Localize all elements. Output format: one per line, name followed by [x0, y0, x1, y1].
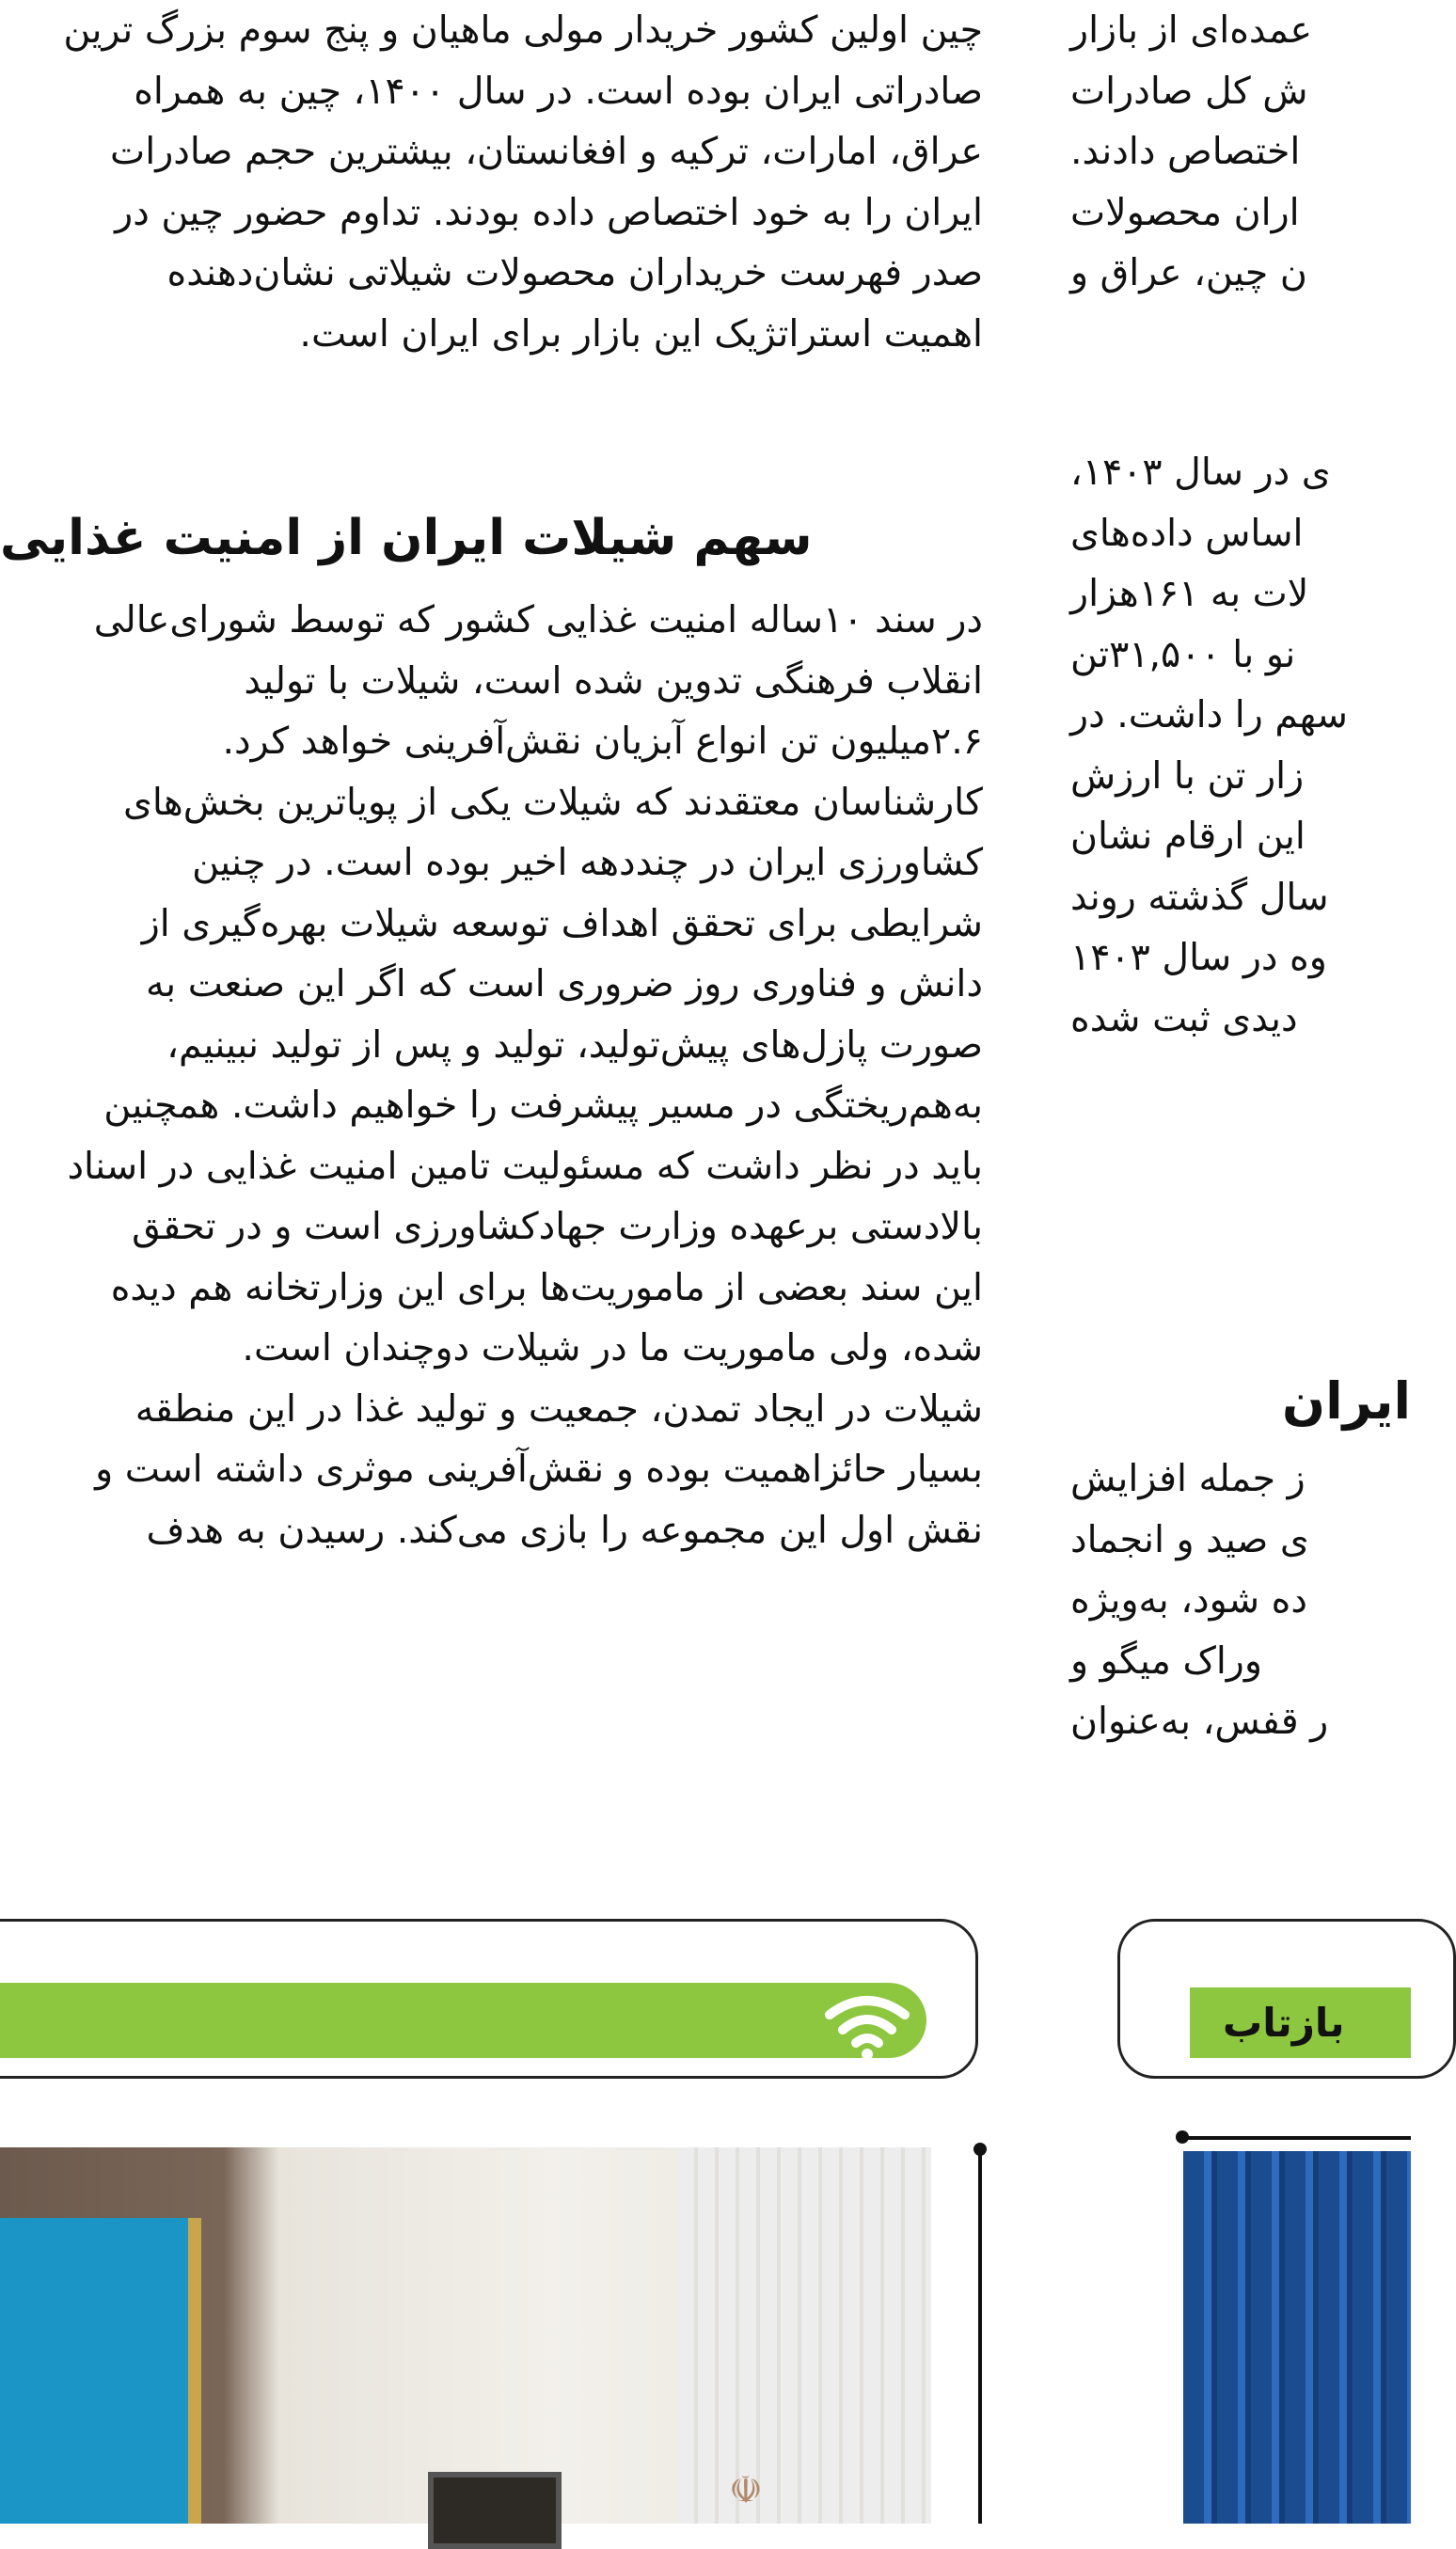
center-p2-line: کارشناسان معتقدند که شیلات یکی از پویاترین بخش‌های — [122, 780, 983, 824]
right-p3-line: ر قفس، به‌عنوان — [1070, 1700, 1329, 1743]
article-right-paragraph-1 — [1070, 0, 1411, 304]
left-vertical-rule — [978, 2147, 982, 2524]
right-horizontal-rule — [1180, 2136, 1411, 2140]
photo-white-panel — [677, 2147, 931, 2524]
right-p1-line: ش کل صادرات — [1070, 69, 1308, 113]
center-p2-line: کشاورزی ایران در چنددهه اخیر بوده است. در چنین — [192, 841, 983, 884]
center-p3-line: نقش اول این مجموعه را بازی می‌کند. رسیدن به هدف — [146, 1508, 983, 1552]
center-p1-line: صدر فهرست خریداران محصولات شیلاتی نشان‌دهنده — [166, 251, 983, 294]
center-p2-line: بالادستی برعهده وزارت جهادکشاورزی است و در تحقق — [132, 1205, 983, 1248]
right-p2-line: دیدی ثبت شده — [1070, 996, 1298, 1040]
section-heading-right-fragment: ایران — [1282, 1371, 1411, 1431]
right-p3-line: وراک میگو و — [1070, 1639, 1262, 1683]
center-p2-line: این سند بعضی از ماموریت‌ها برای این وزارتخانه هم دیده — [110, 1265, 983, 1309]
right-p2-line: ی در سال ۱۴۰۳، — [1070, 451, 1331, 494]
wifi-icon — [811, 1987, 924, 2062]
right-p1-line: اختصاص دادند. — [1070, 130, 1301, 173]
right-p2-line: لات به ۱۶۱هزار — [1070, 572, 1309, 615]
article-right-body — [1070, 442, 1411, 1049]
center-p2-line: دانش و فناوری روز ضروری است که اگر این صنعت به — [145, 962, 983, 1005]
right-p2-line: این ارقام نشان — [1070, 815, 1306, 858]
right-p2-line: نو با ۳۱,۵۰۰تن — [1070, 632, 1296, 676]
photo-wall-frame — [428, 2472, 562, 2549]
right-p1-line: اران محصولات — [1070, 190, 1300, 234]
article-center-body — [0, 590, 983, 1560]
center-p3-line: بسیار حائزاهمیت بوده و نقش‌آفرینی موثری داشته است و — [95, 1448, 983, 1491]
right-p3-line: ده شود، به‌ویژه — [1070, 1578, 1307, 1622]
article-right-paragraph-3 — [1070, 1449, 1411, 1752]
center-p1-line: صادراتی ایران بوده است. در سال ۱۴۰۰، چین به همراه — [134, 69, 983, 113]
right-banner-label: بازتاب — [1223, 2000, 1345, 2046]
meeting-room-photo — [0, 2147, 931, 2524]
right-p2-line: وه در سال ۱۴۰۳ — [1070, 936, 1327, 979]
center-p3-line: شیلات در ایجاد تمدن، جمعیت و تولید غذا در این منطقه — [135, 1386, 983, 1431]
center-p1-line: اهمیت استراتژیک این بازار برای ایران است. — [299, 311, 983, 356]
iran-emblem-icon: ☫ — [729, 2469, 763, 2512]
right-p2-line: اساس داده‌های — [1070, 511, 1304, 555]
article-right-column — [1070, 0, 1411, 304]
center-p2-line: شده، ولی ماموریت ما در شیلات دوچندان است. — [242, 1326, 983, 1369]
center-p2-line: صورت پازل‌های پیش‌تولید، تولید و پس از تولید نبینیم، — [166, 1022, 983, 1067]
center-p2-line: باید در نظر داشت که مسئولیت تامین امنیت غذایی در اسناد — [67, 1144, 983, 1188]
center-p2-line: شرایطی برای تحقق اهداف توسعه شیلات بهره‌گیری از — [141, 901, 983, 945]
right-p2-line: سهم را داشت. در — [1070, 693, 1348, 736]
center-p2-line: انقلاب فرهنگی تدوین شده است، شیلات با تولید — [244, 658, 983, 703]
article-paragraph-2 — [0, 590, 983, 1379]
center-p1-line: عراق، امارات، ترکیه و افغانستان، بیشترین حجم صادرات — [110, 130, 983, 173]
center-p1-line: ایران را به خود اختصاص داده بودند. تداوم حضور چین در — [115, 190, 983, 234]
center-p2-line: به‌هم‌ریختگی در مسیر پیشرفت را خواهیم داشت. همچنین — [103, 1084, 983, 1127]
center-p2-line: ۲.۶میلیون تن انواع آبزیان نقش‌آفرینی خواهد کرد. — [222, 720, 983, 763]
right-p1-line: ن چین، عراق و — [1070, 251, 1307, 294]
right-p3-line: ی صید و انجماد — [1070, 1517, 1309, 1561]
left-green-banner — [0, 1983, 926, 2058]
article-paragraph-3 — [0, 1379, 983, 1561]
center-p2-line: در سند ۱۰ساله امنیت غذایی کشور که توسط شورای‌عالی — [93, 598, 983, 641]
right-p1-line: عمده‌ای از بازار — [1070, 8, 1313, 52]
right-p2-line: زار تن با ارزش — [1070, 753, 1305, 798]
right-p3-line: ز جمله افزایش — [1070, 1457, 1306, 1500]
article-right-paragraph-2 — [1070, 442, 1411, 1049]
blue-curtain-photo — [1183, 2151, 1411, 2524]
section-heading-food-security: سهم شیلات ایران از امنیت غذایی — [0, 510, 813, 566]
article-right-body-2 — [1070, 1449, 1411, 1752]
center-p1-line: چین اولین کشور خریدار مولی ماهیان و پنج سوم بزرگ ترین — [63, 8, 983, 52]
photo-teal-panel — [0, 2218, 201, 2524]
article-center-column — [0, 0, 983, 364]
article-paragraph-1 — [0, 0, 983, 364]
right-p2-line: سال گذشته روند — [1070, 875, 1329, 919]
